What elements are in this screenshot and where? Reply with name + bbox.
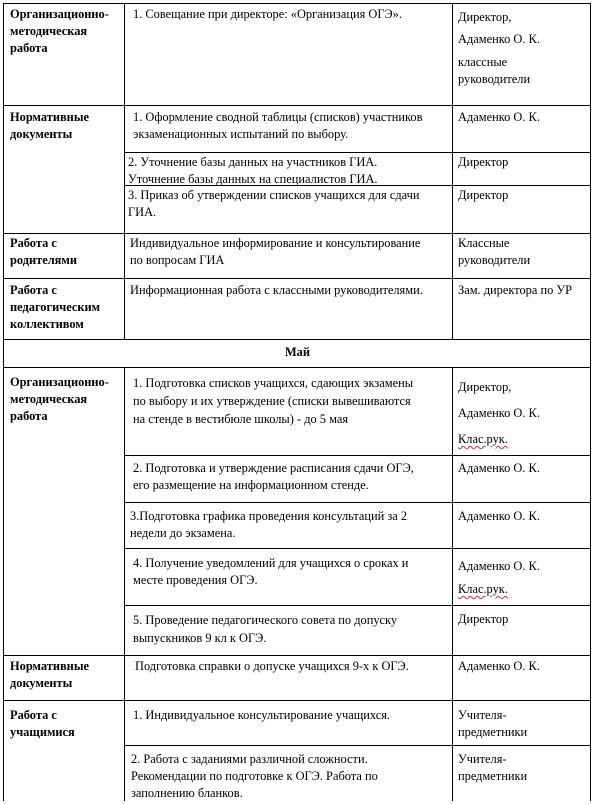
task-5-1: 1. Подготовка списков учащихся, сдающих экзамены по выбору и их утверждение (списки вывешиваются на стенде в вестибюле школы) - до 5 мая bbox=[133, 376, 414, 426]
category-org-method: Организационно- методическая работа bbox=[10, 7, 109, 55]
task-1-1: 1. Совещание при директоре: «Организация ОГЭ». bbox=[133, 7, 402, 21]
category-normative: Нормативные документы bbox=[10, 110, 89, 141]
responsible: Адаменко О. К. Клас.рук. bbox=[458, 559, 540, 596]
responsible: Директор, Адаменко О. К. классные руководители bbox=[458, 10, 540, 86]
task-4-1: Информационная работа с классными руководителями. bbox=[130, 283, 423, 297]
task-2-3: 3. Приказ об утверждении списков учащихся для сдачи ГИА. bbox=[128, 188, 420, 219]
responsible: Адаменко О. К. bbox=[458, 461, 540, 475]
category-org-method: Организационно- методическая работа bbox=[10, 375, 109, 423]
task-5-3: 3.Подготовка графика проведения консультаций за 2 недели до экзамена. bbox=[130, 509, 408, 540]
responsible: Классные руководители bbox=[458, 236, 531, 267]
task-7-2: 2. Работа с заданиями различной сложности. Рекомендации по подготовке к ОГЭ. Работа по заполнению бланков. bbox=[131, 752, 378, 800]
task-5-4: 4. Получение уведомлений для учащихся о сроках и месте проведения ОГЭ. bbox=[133, 556, 409, 587]
responsible: Директор, Адаменко О. К. Клас.рук. bbox=[458, 380, 540, 446]
category-students: Работа с учащимися bbox=[10, 708, 75, 739]
responsible: Адаменко О. К. bbox=[458, 659, 540, 673]
task-2-2: 2. Уточнение базы данных на участников ГИА. Уточнение базы данных на специалистов ГИА. bbox=[128, 155, 378, 186]
task-2-1: 1. Оформление сводной таблицы (списков) участников экзаменационных испытаний по выбору. bbox=[133, 110, 423, 141]
responsible: Адаменко О. К. bbox=[458, 509, 540, 523]
responsible: Учителя- предметники bbox=[458, 752, 528, 783]
category-normative: Нормативные документы bbox=[10, 659, 89, 690]
responsible: Адаменко О. К. bbox=[458, 110, 540, 124]
responsible: Директор bbox=[458, 155, 509, 169]
responsible: Учителя- предметники bbox=[458, 708, 528, 739]
month-heading: Май bbox=[284, 345, 311, 359]
task-3-1: Индивидуальное информирование и консультирование по вопросам ГИА bbox=[130, 236, 421, 267]
responsible: Директор bbox=[458, 188, 509, 202]
responsible: Директор bbox=[458, 612, 509, 626]
responsible: Зам. директора по УР bbox=[458, 283, 573, 297]
task-6-1: Подготовка справки о допуске учащихся 9-х к ОГЭ. bbox=[135, 659, 409, 673]
task-5-2: 2. Подготовка и утверждение расписания сдачи ОГЭ, его размещение на информационном стенде. bbox=[133, 461, 414, 492]
category-teachers: Работа с педагогическим коллективом bbox=[10, 283, 101, 331]
task-7-1: 1. Индивидуальное консультирование учащихся. bbox=[133, 708, 391, 722]
category-parents: Работа с родителями bbox=[10, 236, 77, 267]
task-5-5: 5. Проведение педагогического совета по допуску выпускников 9 кл к ОГЭ. bbox=[133, 613, 398, 645]
